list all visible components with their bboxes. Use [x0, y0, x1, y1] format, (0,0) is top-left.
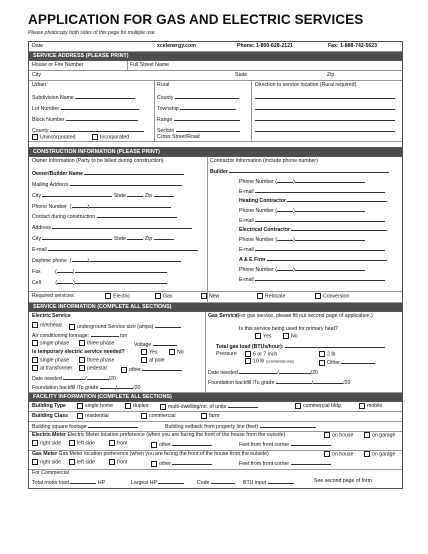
largest-hp-field[interactable]: Largest HP [131, 478, 184, 486]
contact-email-field[interactable]: E-mail [32, 245, 198, 253]
owner-city-field[interactable]: City State Zip [32, 191, 174, 199]
temp-service-question: Is temporary electric service needed? [32, 349, 125, 355]
section-field[interactable]: Section [157, 126, 240, 134]
ae-firm-field[interactable]: A & E Firm [239, 255, 387, 263]
gas-checkbox[interactable]: Gas [155, 293, 173, 299]
page-title: APPLICATION FOR GAS AND ELECTRIC SERVICES [28, 12, 364, 27]
primary-heat-question: Is this service being used for primary heat? [239, 326, 338, 332]
website-text: xcelenergy.com [157, 43, 196, 49]
code-field[interactable]: Code [197, 478, 235, 486]
ae-email-field[interactable]: E-mail [239, 275, 385, 283]
service-info-header: SERVICE INFORMATION (COMPLETE ALL SECTIONS) [29, 303, 402, 312]
em-other-checkbox[interactable]: other [151, 440, 212, 448]
builder-phone-field[interactable]: Phone Number ( ) [239, 177, 365, 185]
township-field[interactable]: Township [157, 104, 236, 112]
service-info-block [29, 312, 402, 393]
pedestal-checkbox[interactable]: pedestal [79, 365, 107, 371]
setback-field[interactable]: Building setback from property line (feet) [165, 422, 316, 432]
gm-on-house-checkbox[interactable]: on house [324, 451, 353, 457]
rural-label: Rural [157, 82, 170, 88]
cell-field[interactable]: Cell ( ) [32, 278, 167, 286]
rural-county-field[interactable]: County [157, 93, 239, 101]
house-number-field[interactable]: House or Fire Number [32, 62, 84, 68]
subdivision-field[interactable]: Subdivision Name [32, 93, 135, 101]
cross-street-field[interactable]: Cross Street/Road [157, 134, 200, 140]
motor-load-field[interactable]: Total motor load HP [32, 480, 106, 486]
direction-line-2[interactable] [255, 104, 395, 112]
contractor-info-label: Contractor Information (include phone number) [210, 158, 318, 164]
builder-email-field[interactable]: E-mail [239, 187, 385, 195]
electric-meter-label: Electric Meter Electric Meter location preference (when you are facing the front of the house from the outside) [32, 432, 286, 438]
at-transformer-checkbox[interactable]: at transformer [32, 365, 72, 371]
single-phase-checkbox[interactable]: single phase [32, 340, 69, 346]
gm-other-checkbox[interactable]: other [151, 459, 212, 467]
other-checkbox[interactable]: other [121, 365, 182, 373]
electrical-email-field[interactable]: E-mail [239, 245, 385, 253]
em-left-checkbox[interactable]: left side [69, 440, 95, 446]
address-row [29, 61, 402, 71]
square-footage-row [29, 422, 402, 432]
single-home-checkbox[interactable]: single home [77, 402, 113, 411]
building-type-label: Building Type [32, 403, 66, 409]
ae-phone-field[interactable]: Phone Number ( ) [239, 265, 365, 273]
total-gas-load-field[interactable]: Total gas load (BTUs/hour): [216, 342, 385, 350]
gm-feet-field[interactable]: Feet from front corner [239, 459, 331, 467]
em-on-house-checkbox[interactable]: on house [324, 432, 353, 438]
three-phase-checkbox[interactable]: three phase [79, 340, 114, 346]
electric-checkbox[interactable]: Electric [105, 293, 130, 299]
farm-checkbox[interactable]: farm [201, 412, 219, 421]
state-field[interactable]: State [235, 72, 248, 78]
em-right-checkbox[interactable]: right side [32, 440, 61, 446]
city-row [29, 71, 402, 81]
em-on-garage-checkbox[interactable]: on garage [364, 432, 395, 438]
contact-city-field[interactable]: City State Zip [32, 234, 174, 242]
contact-row [29, 42, 402, 52]
gas-meter-label: Gas Meter Gas Meter location preference (when you are facing the front of the house from the outside) [32, 451, 269, 457]
building-class-label: Building Class [32, 413, 69, 419]
commercial-checkbox[interactable]: commercial [141, 412, 176, 421]
owner-info-label: Owner Information (Party to be billed during construction) [32, 158, 164, 164]
btu-input-field[interactable]: BTU input [243, 478, 294, 486]
em-feet-field[interactable]: Feet from front corner [239, 440, 331, 448]
mobile-checkbox[interactable]: mobile [359, 402, 382, 411]
temp-three-phase-checkbox[interactable]: three phase [79, 357, 114, 363]
elec-date-needed-field[interactable]: Date needed / /20 [32, 376, 116, 382]
pressure-10lb-checkbox[interactable]: 10 lb (commercial only) [245, 358, 294, 364]
see-second-page-text: See second page of form [314, 478, 372, 484]
page-subtitle: Please photocopy both sides of this page for multiple use. [28, 30, 156, 36]
fax-text: Fax: 1-888-742-5623 [328, 43, 378, 49]
gas-meter-block [29, 451, 402, 470]
range-field[interactable]: Range [157, 115, 240, 123]
zip-field[interactable]: Zip [327, 72, 335, 78]
lot-field[interactable]: Lot Number [32, 104, 139, 112]
commercial-bldg-checkbox[interactable]: commercial bldg. [295, 402, 342, 411]
owner-builder-field[interactable]: Owner/Builder Name [32, 169, 184, 177]
relocate-checkbox[interactable]: Relocate [257, 293, 285, 299]
heating-email-field[interactable]: E-mail [239, 216, 385, 224]
electric-meter-block [29, 432, 402, 451]
electrical-contractor-field[interactable]: Electrical Contractor [239, 225, 387, 233]
underground-checkbox[interactable]: underground Service size (amps) [69, 322, 181, 330]
block-field[interactable]: Block Number [32, 115, 138, 123]
building-class-row [29, 412, 402, 422]
electrical-phone-field[interactable]: Phone Number ( ) [239, 235, 365, 243]
gas-service-label: Gas Service [208, 313, 238, 319]
construction-block [29, 157, 402, 303]
direction-label: Direction to service location (Rural required) [255, 82, 357, 88]
primary-yes-checkbox[interactable]: Yes [255, 333, 271, 339]
gas-backfill-field[interactable]: Foundation backfill /To grade / /20 [208, 380, 351, 386]
application-form [28, 41, 403, 489]
direction-line-4[interactable] [255, 126, 395, 134]
gm-on-garage-checkbox[interactable]: on garage [364, 451, 395, 457]
residential-checkbox[interactable]: residential [77, 412, 109, 421]
temp-single-phase-checkbox[interactable]: single phase [32, 357, 69, 363]
commercial-block [29, 470, 402, 488]
gas-note: (For gas service, please fill out second page of application.) [236, 313, 373, 319]
electric-service-label: Electric Service [32, 313, 71, 319]
temp-no-checkbox[interactable]: No [169, 349, 184, 355]
ac-tonnage-field[interactable]: Air conditioning tonnage: ton [32, 333, 128, 339]
pressure-6-7-checkbox[interactable]: 6 or 7 inch [245, 351, 277, 357]
owner-phone-field[interactable]: Phone Number ( ) [32, 202, 171, 210]
date-field[interactable]: Date [32, 43, 43, 49]
required-services-row: Required services: Electric Gas New Relocate Conversion [29, 291, 402, 302]
contact-address-field[interactable]: Address [32, 223, 192, 231]
pressure-2lb-checkbox[interactable]: 2 lb [319, 351, 335, 357]
duplex-checkbox[interactable]: duplex [125, 402, 148, 411]
conversion-checkbox[interactable]: Conversion [315, 293, 349, 299]
unincorporated-checkbox[interactable]: Unincorporated [32, 134, 75, 140]
pressure-label: Pressure [216, 351, 237, 357]
primary-no-checkbox[interactable]: No [283, 333, 298, 339]
mailing-address-field[interactable]: Mailing Address [32, 180, 182, 188]
new-checkbox[interactable]: New [201, 293, 219, 299]
pressure-other-checkbox[interactable]: Other [319, 358, 375, 366]
service-address-header: SERVICE ADDRESS (PLEASE PRINT) [29, 52, 402, 61]
gm-left-checkbox[interactable]: left side [69, 459, 95, 465]
street-name-field[interactable]: Full Street Name [130, 62, 169, 68]
sqft-field[interactable]: Building square footage [32, 422, 138, 432]
direction-line-3[interactable] [255, 115, 395, 123]
facility-header: FACILITY INFORMATION (COMPLETE ALL SECTIONS) [29, 393, 402, 402]
elec-backfill-field[interactable]: Foundation backfill /To grade / /20 [32, 385, 141, 391]
contact-field[interactable]: Contact during construction [32, 212, 177, 220]
phone-text: Phone: 1-800-628-2121 [237, 43, 293, 49]
daytime-phone-field[interactable]: Daytime phone ( ) [32, 256, 181, 264]
em-front-checkbox[interactable]: front [109, 440, 127, 446]
for-commercial-label: For Commercial [32, 470, 69, 476]
overhead-checkbox[interactable]: overhead [32, 322, 62, 328]
multi-dwelling-checkbox[interactable]: multi-dwelling/no. of units [160, 402, 258, 412]
gm-right-checkbox[interactable]: right side [32, 459, 61, 465]
direction-line-1[interactable] [255, 93, 395, 101]
location-block [29, 81, 402, 142]
builder-field[interactable]: Builder [210, 167, 389, 175]
urban-label: Urban [32, 82, 47, 88]
incorporated-checkbox[interactable]: Incorporated [92, 134, 129, 140]
heating-contractor-field[interactable]: Heating Contractor [239, 196, 387, 204]
urban-county-field[interactable]: County [32, 126, 144, 134]
gm-front-checkbox[interactable]: front [109, 459, 127, 465]
temp-yes-checkbox[interactable]: Yes [141, 349, 157, 355]
city-field[interactable]: City [32, 72, 41, 78]
gas-date-needed-field[interactable]: Date needed / /20 [208, 370, 318, 376]
at-pole-checkbox[interactable]: at pole [141, 357, 165, 363]
heating-phone-field[interactable]: Phone Number ( ) [239, 206, 365, 214]
fax-field[interactable]: Fax ( ) [32, 267, 167, 275]
construction-header: CONSTRUCTION INFORMATION (PLEASE PRINT) [29, 147, 402, 157]
building-type-row [29, 402, 402, 412]
voltage-field[interactable]: Voltage [134, 340, 177, 348]
